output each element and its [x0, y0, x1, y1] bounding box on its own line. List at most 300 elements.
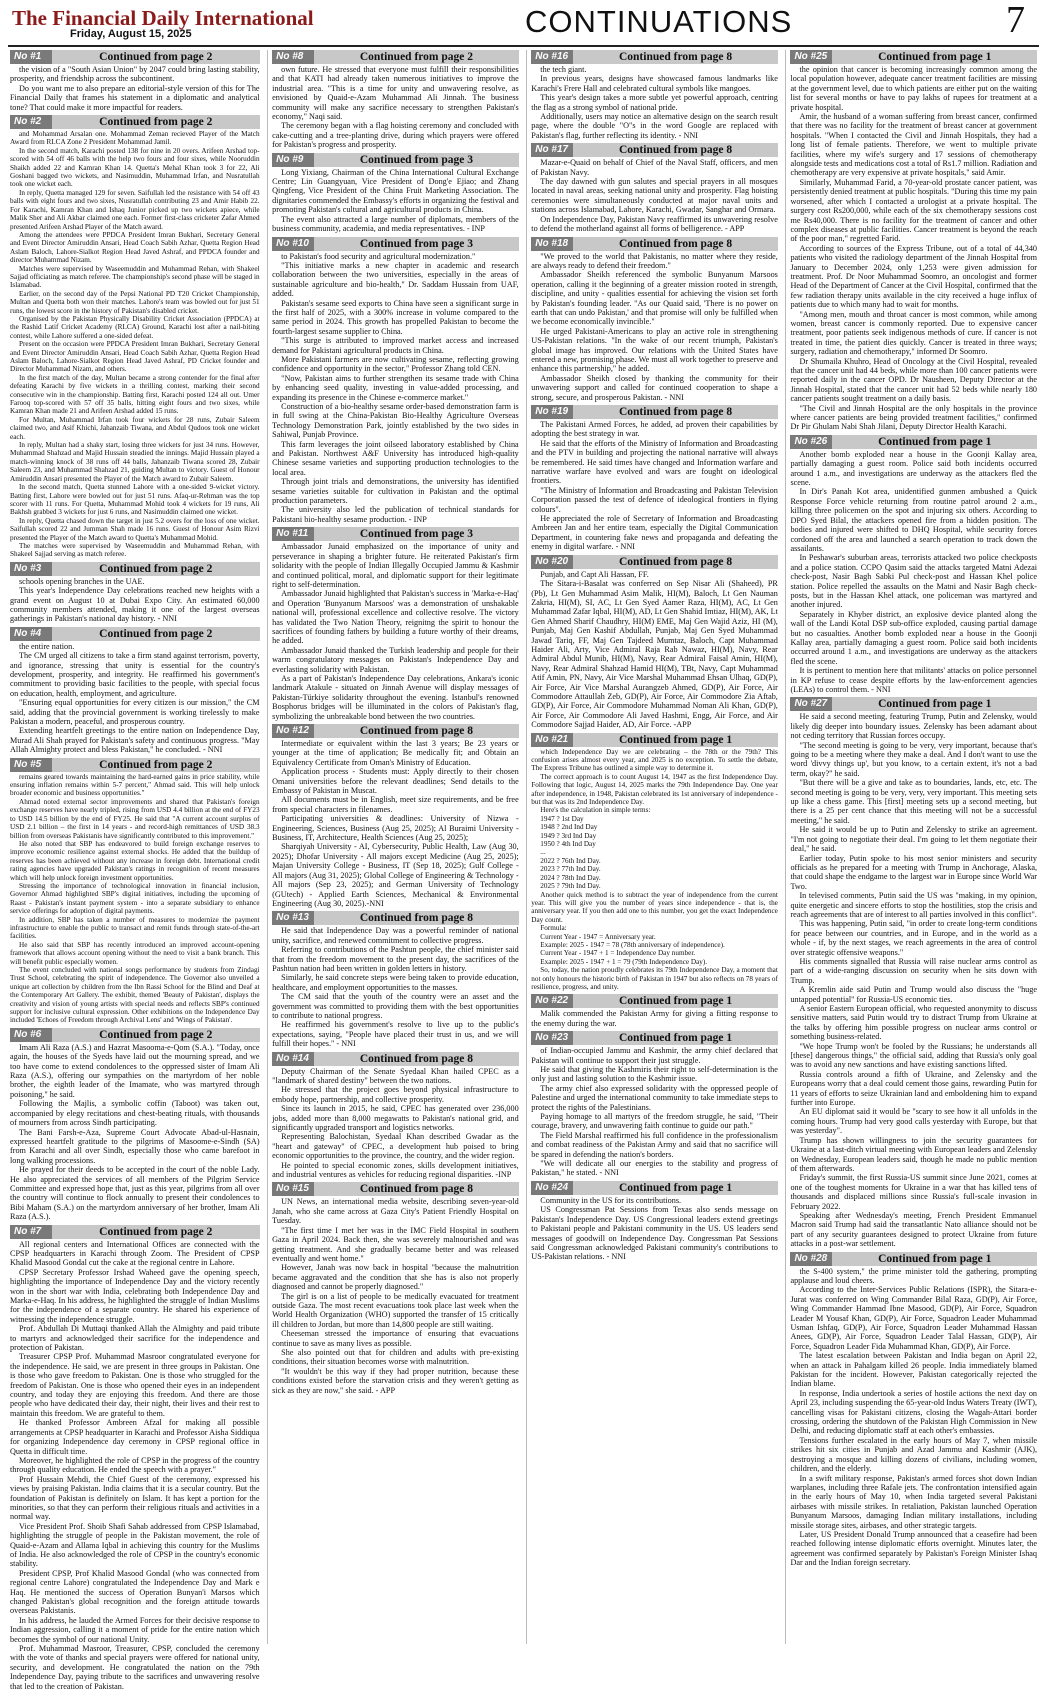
section-heading: Continued from page 2 [99, 627, 213, 640]
section-header-bar [10, 1225, 260, 1239]
paragraph: Separately in Khyber district, an explosive device planted along the wall of the Landi Kotal DSP sub-office exploded, causing partial damage but no casualties. Another bomb exploded near a house in the Goonji Kallay area, partially damaging a guest room. Police said both incidents occurred around 1 a.m., and investigations are underway as the attackers fled the scene. [790, 609, 1038, 666]
section-header-bar [272, 1182, 519, 1196]
section-body [10, 577, 260, 624]
section-header-bar [10, 1028, 260, 1042]
paragraph: In televised comments, Putin said the US was "making, in my opinion, quite energetic and sincere efforts to stop the hostilities, stop the crisis and reach agreements that are of interest to all parties involved in this conflict". [790, 891, 1038, 919]
column-4 [785, 50, 1039, 1644]
continuation-section [10, 627, 260, 755]
column-1 [8, 50, 262, 1691]
section-heading: Continued from page 8 [359, 912, 474, 925]
paragraph: Paying homage to all martyrs of the freedom struggle, he said, "Their courage, bravery, and unwavering faith continue to guide our path." [531, 1112, 778, 1131]
section-header-bar [531, 50, 778, 64]
section-number: No #15 [272, 1182, 314, 1196]
section-body [10, 773, 260, 1025]
continuation-section [10, 562, 260, 624]
continuation-section [531, 994, 778, 1028]
continuation-section [272, 1182, 519, 1395]
continuation-section [272, 237, 519, 525]
section-heading: Continued from page 1 [618, 1032, 733, 1045]
continuation-section [272, 911, 519, 1048]
paragraph: He said that Independence Day was a powerful reminder of national unity, sacrifice, and renewed commitment to collective progress. [272, 926, 519, 945]
paragraph: the opinion that cancer is becoming increasingly common among the local population however, adequate cancer treatment facilities are missing at the government level, due to which patients are either put on the waiting list for several months or have to pay lakhs of rupees for treatment at a private hospital. [790, 65, 1038, 112]
section-header-bar [531, 1181, 778, 1195]
continuation-section [531, 1031, 778, 1178]
paragraph: In Peshawar's suburban areas, terrorists attacked two police checkposts and a police station. CCPO Qasim said the attacks targeted Matni Adezai check-post, Nasir Bagh Sabki Pul check-post and Hassan Khel police station. Police repelled the assaults on the Matni and Nasir Bagh check-posts, but in the Hassan Khel attack, one policeman was martyred and another injured. [790, 553, 1038, 610]
section-header-bar [531, 143, 778, 157]
paragraph: remains geared towards maintaining the hard-earned gains in price stability, while ensuring inflation remains within 5-7 percent," Ahmad said. This will help unlock broader economic and business opportunities." [10, 772, 260, 798]
paragraph: The CM urged all citizens to take a firm stand against terrorism, poverty, and ignorance, stressing that unity is essential for the country's development, prosperity, and integrity. He reaffirmed his government's commitment to providing basic facilities to the people, with special focus on education, health, employment, and agriculture. [10, 651, 260, 698]
section-heading: Continued from page 1 [878, 698, 992, 711]
paragraph: In addition, SBP has taken a number of measures to modernize the payment infrastructure to enable the public to transact and remit funds through state-of-the-art facilities. [10, 915, 260, 941]
paragraph: Ahmad noted external sector improvements and shared that Pakistan's foreign exchange reserves have nearly tripled, rising from USD 4.4 billion at the end of FY23 to USD 14.5 billion by the end of FY25. He said that "A current account surplus of USD 2.1 billion – the first in 14 years - and record-high remittances of USD 38.3 billion from overseas Pakistanis have significantly contributed to this improvement." [10, 797, 260, 840]
section-heading: Continued from page 8 [618, 555, 733, 568]
paragraph: President CPSP, Prof Khalid Masood Gondal (who was connected from regional centre Lahore) congratulated the Independence Day and Mark e Haq. He mentioned the success of Operation Bunyan'i Marsos which changed Pakistan's global recognition and the foreign attitude towards overseas Pakistanis. [10, 1568, 260, 1616]
paragraph: The ceremony began with a flag hoisting ceremony and concluded with cake-cutting and a tree-planting drive, during which prayers were offered for Pakistan's progress and prosperity. [272, 121, 519, 150]
paragraph: "This surge is attributed to improved market access and increased demand for Pakistani agricultural products in China. [272, 336, 519, 355]
paragraph: It is pertinent to mention here that militants' attacks on police personnel in KP refuse to cease despite efforts by the law-enforcement agencies (LEAs) to control them. - NNI [790, 666, 1038, 694]
paragraph: Deputy Chairman of the Senate Syedaal Khan hailed CPEC as a "landmark of shared destiny" between the two nations. [272, 1066, 519, 1085]
section-header-bar [272, 237, 519, 251]
section-number: No #22 [531, 994, 573, 1008]
section-header-bar [790, 50, 1037, 64]
paragraph: Prof. Muhammad Masroor, Treasurer, CPSP, concluded the ceremony with the vote of thanks and special prayers were offered for national unity, security, and development. He congratulated the nation on the 79th Independence Day, paying tribute to the sacrifices and unwavering resolve that led to the creation of Pakistan. [10, 1644, 260, 1691]
paragraph: She also pointed out that for children and adults with pre-existing conditions, their situation becomes worse with malnutrition. [272, 1347, 519, 1367]
continuation-section [531, 143, 778, 233]
paragraph: the entire nation. [19, 641, 75, 651]
paragraph: Do you want me to also prepare an editorial-style version of this for The Financial Daily that frames his statement in a diplomatic and analytical tone? That could make it more impactful for readers. [10, 83, 260, 112]
paragraph: Example: 2025 - 1947 = 78 (78th anniversary of independence). [540, 940, 725, 949]
section-body [10, 642, 260, 755]
paragraph: Among the attendees were PPDCA President Imran Bukhari, Secretary General and Event Director Amiruddin Ansari, Head Coach Sabih Azhar, Quetta Region Head Aslam Baloch, Lahore-Sialkot Region Head Javed Ashraf, and PPDCA founder and director Muhammad Nizam. [10, 230, 260, 265]
paragraph: He said it would be up to Putin and Zelensky to strike an agreement. "I'm not going to negotiate their deal. I'm going to let them negotiate their deal," he said. [790, 825, 1038, 854]
section-heading: Continued from page 3 [359, 153, 474, 166]
section-header-bar [272, 911, 519, 925]
paragraph: Matches were supervised by Waseemuddin and Muhammad Rehan, with Shakeel Sajjad officiating as match referee. The championship's second phase will be staged in Islamabad. [10, 264, 260, 290]
section-heading: Continued from page 2 [359, 51, 474, 63]
section-body [10, 1043, 260, 1222]
paragraph: In Dir's Panah Kot area, unidentified gunmen ambushed a Quick Response Force vehicle returning from routine patrol around 2 a.m., killing three policemen on the spot and injuring six others. According to DPO Syed Bilal, the attackers opened fire from a hidden position. The bodies and injured were shifted to DHQ Hospital, while security forces cordoned off the area and launched a search operation to track down the assailants. [790, 487, 1038, 553]
section-number: No #20 [531, 555, 573, 569]
paragraph: the vision of a "South Asian Union" by 2047 could bring lasting stability, prosperity, and friendship across the subcontinent. [10, 65, 260, 84]
paragraph: He prayed for their deeds to be accepted in the court of the noble Lady. He also appreciated the services of all members of the Pilgrim Service Committee and expressed hope that, just as this year, pilgrims from all over the country will continue to flock annually to present their condolences to Bibi Maham (S.A.) on the martyrdom anniversary of her brother, Imam Ali Raza (A.S.). [10, 1165, 260, 1222]
paragraph: He thanked Professor Ambreen Afzal for making all possible arrangements at CPSP headquarter in Karachi and Professor Aisha Siddiqua for organizing Independence day ceremony in CPSP regional office in Quetta in difficult time. [10, 1418, 260, 1456]
paragraph: CPSP Secretary Professor Irshad Waheed gave the opening speech, highlighting the importance of Independence Day and the victory recently won in the short war with India, celebrating both Independence Day and Marka-e-Haq. In his address, he highlighted the struggle of Indian Muslims for the independence of a separate country. He shared his experience of witnessing the independence struggle. [10, 1267, 260, 1324]
paragraph: "The Civil and Jinnah Hospital are the only hospitals in the province where cancer patients are being provided treatment facilities," confirmed Dr Pir Ghulam Nabi Shah Jilani, Deputy Director Health Karachi. [790, 403, 1038, 432]
paragraph: He pointed to special economic zones, skills development initiatives, and industrial ventures as vehicles for reducing regional disparities. -INP [272, 1160, 519, 1180]
section-body [272, 1197, 519, 1395]
section-number: No #26 [790, 435, 832, 449]
continuation-section [272, 50, 519, 150]
continuation-section [531, 1181, 778, 1262]
paragraph: He said that giving the Kashmiris their right to self-determination is the only just and lasting solution to the Kashmir issue. [531, 1065, 778, 1084]
section-header-bar [10, 562, 260, 576]
paragraph: Tensions further escalated in the early hours of May 7, when missile strikes hit six cities in Punjab and Azad Jammu and Kashmir (AJK), destroying a mosque and killing dozens of civilians, including women, children, and the elderly. [790, 1435, 1038, 1474]
section-heading: Continued from page 2 [99, 116, 213, 129]
paragraph: Mazar-e-Quaid on behalf of Chief of the Naval Staff, officers, and men of Pakistan Navy. [531, 158, 778, 177]
paragraph: 2022 ? 76th Ind Day. [540, 856, 601, 865]
paragraph: The university also led the publication of technical standards for Pakistani bio-healthy sesame production. - INP [272, 505, 519, 524]
paragraph: According to sources of the Express Tribune, out of a total of 44,340 patients who visited the radiology department of the Jinnah Hospital from January to December 2024, only 1,253 were given admission for treatment. Prof. Dr Noor Muhammad Soomro, an oncologist and former Head of the Department of Cancer at the Civil Hospital, confirmed that the few radiation therapy units available in the city received a huge influx of patients due to which many had to wait for months. [790, 243, 1038, 310]
paragraph: Formula: [540, 924, 567, 933]
section-body [272, 168, 519, 234]
paragraph: "The Ministry of Information and Broadcasting and Pakistan Television Corporation passed the test of defence of ideological frontiers in flying colours". [531, 485, 778, 514]
section-header-bar [531, 1031, 778, 1045]
continuation-section [10, 1225, 260, 1691]
page-number: 7 [1006, 0, 1025, 41]
section-number: No #27 [790, 697, 832, 711]
section-heading: Continued from page 8 [359, 1183, 474, 1196]
paragraph: UN News, an international media website, describing seven-year-old Janah, who she came across at Gaza City's Patient Friendly Hospital on Tuesday. [272, 1197, 519, 1226]
section-header-bar [531, 733, 778, 747]
paragraph: Construction of a bio-healthy sesame order-based demonstration farm is in full swing at the China-Pakistan Bio-Healthy Agriculture Overseas Technology Demonstration Park, jointly established by the two sides in Sahiwal, Punjab Province. [272, 402, 519, 440]
paragraph: Referring to contributions of the Pashtun people, the chief minister said that from the freedom movement to the present day, the sacrifices of the Pashtun nation had been written in golden letters in history. [272, 945, 519, 973]
section-heading: Continued from page 1 [878, 1252, 992, 1265]
paragraph: US Congressman Pat Sessions from Texas also sends message on Pakistan's Independence Day. US Congressional leaders extend greetings to Pakistani people and Pakistani community in the US. US leaders send messages of goodwill on Independence Day. Congressman Pat Sessions said Congressman acknowledged Pakistani community's contributions to US-Pakistan relations. - NNI [531, 1205, 778, 1262]
paragraph: Sharqiyah University - AI, Cybersecurity, Public Health, Law (Aug 30, 2025); Dhofar University - All majors except Medicine (Aug 25, 2025); Majan University College - Business, IT (Sep 18, 2025); Gulf College - All majors (Aug 31, 2025); Global College of Engineering & Technology - All majors (Sep 23, 2025); and German University of Technology (GUtech) - Applied Earth Sciences, Mechanical & Environmental Engineering (Aug 30, 2025).-NNI [272, 842, 519, 908]
paragraph: He also noted that SBP has endeavored to build foreign exchange reserves to improve economic resilience against external shocks. He added that the buildup of reserves has been achieved without any increase in foreign debt. International credit rating agencies have upgraded Pakistan's ratings in recognition of recent measures which will help unlock foreign investment opportunities. [10, 839, 260, 882]
section-number: No #24 [531, 1181, 573, 1195]
paragraph: the S-400 system," the prime minister told the gathering, prompting applause and loud cheers. [790, 1266, 1038, 1285]
paragraph: Prof. Abdullah Di Muttaqi thanked Allah the Almighty and paid tribute to martyrs and acknowledged their sacrifice for the independence and protection of Pakistan. [10, 1324, 260, 1353]
section-header-bar [272, 1052, 519, 1066]
paragraph: 2024 ? 78th Ind Day. [540, 873, 601, 882]
issue-date: Friday, August 15, 2025 [70, 28, 192, 40]
paragraph: Earlier today, Putin spoke to his most senior ministers and security officials as he prepared for a meeting with Trump in Anchorage, Alaska, that could shape the endgame to the largest war in Europe since World War Two. [790, 853, 1038, 891]
section-body [10, 65, 260, 112]
paragraph: to Pakistan's food security and agricultural modernization." [281, 251, 476, 261]
section-heading: Continued from page 2 [99, 562, 213, 575]
section-heading: Continued from page 2 [99, 1028, 213, 1041]
paragraph: Moreover, he highlighted the role of CPSP in the progress of the country through quality education. He ended the speech with a prayer." [10, 1455, 260, 1475]
section-header-bar [531, 237, 778, 251]
paragraph: He urged Pakistani-Americans to play an active role in strengthening US-Pakistan relations. "In the wake of our recent triumph, Pakistan's global image has improved. Our relations with the United States have entered a new, promising phase. We must all work together to preserve and enhance this partnership," he added. [531, 326, 778, 374]
section-body [790, 712, 1037, 1248]
section-header-bar [531, 405, 778, 419]
paragraph: An EU diplomat said it would be "scary to see how it all unfolds in the coming hours. Trump had very good calls yesterday with Europe, but that was yesterday". [790, 1107, 1038, 1136]
paragraph: Earlier, on the second day of the Pepsi National PD T20 Cricket Championship, Multan and Quetta both won their matches. Lahore's team was bowled out for just 51 runs, the lowest score in the history of Pakistan's disabled cricket. [10, 289, 260, 315]
continuation-section [790, 697, 1037, 1248]
paragraph: Representing Balochistan, Syedaal Khan described Gwadar as the "heart and gateway" of CPEC, a development hub poised to bring economic opportunities to the province, the country, and the wider region. [272, 1132, 519, 1161]
continuation-section [531, 555, 778, 730]
paragraph: He also said that SBP has recently introduced an improved account-opening framework that allows account opening without the need to visit a bank branch. This will benefit public especially women. [10, 940, 260, 966]
section-number: No #1 [10, 50, 52, 64]
paragraph: According to the Inter-Services Public Relations (ISPR), the Sitara-e-Jurat was conferred on Wing Commander Bilal Raza, GD(P), Air Force, Wing Commander Hammad Ibne Masood, GD(P), Air Force, Squadron Leader M Yousaf Khan, GD(P), Air Force, Squadron Leader Muhammad Usman Ishfaq, GD(P), Air Force, Squadron Leader Muhammad Hassan Anees, GD(P), Air Force, Squadron Leader Talal Hassan, GD(P), Air Force, Squadron Leader Fida Muhammad Khan, GD(P), Air Force. [790, 1285, 1038, 1351]
paragraph: Prof Hussain Mehdi, the Chief Guest of the ceremony, expressed his views by praising Pakistan. India claims that it is a secular country. But the foundation of Pakistan is definitely on Islam. It has kept a portion for the minorities, so that they can perform their religious rituals and activities in a normal way. [10, 1474, 260, 1522]
paragraph: 1948 ? 2nd Ind Day [540, 823, 598, 832]
paragraph: "It wouldn't be this way if they had proper nutrition, because these conditions existed before the starvation crisis and they weren't getting as sick as they are now," she said. - APP [272, 1366, 519, 1395]
section-header-bar [272, 153, 519, 167]
paragraph: Amir, the husband of a woman suffering from breast cancer, confirmed that there was no facility for the treatment of breast cancer at government hospitals. "When I contacted the Civil and Jinnah Hospitals, they had a long list of female patients. Therefore, we went to multiple private facilities, where my wife's surgery and 17 sessions of chemotherapy alongside tests and medications cost a total of Rs1.7 million. Radiation and chemotherapy are very expensive at private hospitals," said Amir. [790, 112, 1038, 178]
section-number: No #9 [272, 153, 314, 167]
section-heading: Continued from page 1 [878, 51, 992, 63]
paragraph: The latest escalation between Pakistan and India began on April 22, when an attack in Pahalgam killed 26 people. India immediately blamed Pakistan for the incident. However, Pakistan categorically rejected the Indian blame. [790, 1351, 1038, 1389]
paragraph: The matches were supervised by Waseemuddin and Muhammad Rehan, with Shakeel Sajjad serving as match referee. [10, 541, 260, 559]
section-heading: Continued from page 8 [618, 51, 733, 63]
paragraph: "We hope Trump won't be fooled by the Russians; he understands all [these] dangerous things," the official said, adding that Russia's only goal was to avoid any new sanctions and have existing sanctions lifted. [790, 1041, 1038, 1070]
paragraph: Ambassador Junaid thanked the Turkish leadership and people for their warm congratulatory messages on Pakistan's Independence Day and everlasting solidarity with Pakistan. [272, 645, 519, 674]
paragraph: In reply, Multan had a shaky start, losing three wickets for just 34 runs. However, Muhammad Shahzad and Majid Hussain steadied the innings. Majid Hussain played a match-winning knock of 38 runs off 44 balls, Jahanzaib Tiwana scored 28, Zubair Saleem 23, and Muhammad Shahzad 21, guiding Multan to victory. Guest of Honour Amiruddin Ansari presented the Player of the Match award to Zubair Saleem. [10, 441, 260, 483]
continuation-section [531, 50, 778, 140]
paragraph: which Independence Day we are celebrating – the 78th or the 79th? This confusion arises almost every year, and 2025 is no exception. To settle the debate, The Express Tribune has outlined a simple way to determine it. [531, 747, 778, 773]
paragraph: Community in the US for its contributions. [540, 1195, 682, 1205]
paragraph: In reply, Quetta chased down the target in just 5.2 overs for the loss of one wicket. Saifullah scored 22 and Jumman Shah made 16 runs. Guest of Honour Asim Rizvi presented the Player of the Match award to Quetta's Muhammad Mohid. [10, 516, 260, 542]
section-number: No #12 [272, 724, 314, 738]
continuation-section [790, 1252, 1037, 1568]
paragraph: Similarly, he said concrete steps were being taken to provide education, healthcare, and employment opportunities to the masses. [272, 973, 519, 992]
paragraph: Another quick method is to subtract the year of independence from the current year. This will give you the number of years since independence - that is, the anniversary year. If you then add one to this number, you get the exact Independence Day count. [531, 890, 778, 924]
continuation-section [531, 733, 778, 992]
section-number: No #10 [272, 237, 314, 251]
section-heading: Continued from page 3 [359, 528, 474, 541]
paragraph: "But there will be a give and take as to boundaries, lands, etc, etc. The second meeting is going to be very, very, very important. This meeting sets up like a chess game. This [first] meeting sets up a second meeting, but there is a 25 per cent chance that this meeting will not be a successful meeting," he said. [790, 778, 1038, 825]
continuation-section [790, 435, 1037, 695]
paragraph: The Pakistani Armed Forces, he added, ad proven their capabilities by adopting the best strategy in war. [531, 420, 778, 439]
continuation-section [10, 758, 260, 1025]
paragraph: However, Janah was now back in hospital "because the malnutrition became aggravated and the condition that she has is also not properly diagnosed and cannot be properly diagnosed." [272, 1263, 519, 1292]
paragraph: Additionally, users may notice an alternative design on the search result page, where the double "O"s in the word Google are replaced with Pakistan's flag, further reflecting its identity. - NNI [531, 112, 778, 140]
section-heading: Continued from page 1 [878, 435, 992, 448]
section-number: No #4 [10, 627, 52, 641]
paragraph: "The second meeting is going to be very, very important, because that's going to be a meeting where they make a deal. And I don't want to use the word 'divvy things up', but you know, to a certain extent, it's not a bad term, okay?" he said. [790, 740, 1038, 778]
paragraph: 1947 ? 1st Day [540, 814, 584, 823]
section-header-bar [531, 994, 778, 1008]
continuation-section [272, 1052, 519, 1180]
paragraph: All documents must be in English, meet size requirements, and be free from special characters in filenames. [272, 795, 519, 814]
paragraph: 1950 ? 4th Ind Day [540, 840, 596, 849]
section-number: No #3 [10, 562, 52, 576]
paragraph: "Now, Pakistan aims to further strengthen its sesame trade with China by enhancing seed quality, investing in value-added processing, and expanding its presence in the Chinese e-commerce market." [272, 373, 519, 402]
paragraph: and Mohammad Arsalan one. Mohammad Zeman recieved Player of the Match Award from RLCA Zone 2 President Mohammad Jamil. [10, 130, 260, 147]
section-header-bar [272, 50, 519, 64]
paragraph: of Indian-occupied Jammu and Kashmir, the army chief declared that Pakistan will continue to support their just struggle. [531, 1046, 778, 1065]
continuation-section [531, 405, 778, 552]
paragraph: "Among men, mouth and throat cancer is most common, while among women, breast cancer is commonly reported. Due to expensive cancer treatment, poor patients seek indigenous methods of cure. If cancer is not treated in time, the patient dies quickly. Cancer is treated in three ways; surgery, radiation and chemotherapy," informed Dr Soomro. [790, 309, 1038, 357]
paragraph: Speaking after Wednesday's meeting, French President Emmanuel Macron said Trump had said the transatlantic Nato alliance should not be part of any security guarantees designed to protect Ukraine from future attacks in a post-war settlement. [790, 1210, 1038, 1249]
continuation-section [531, 237, 778, 403]
paragraph: "This initiative marks a new chapter in academic and research collaboration between the two universities, especially in the areas of sustainable agriculture and bio-health," Dr. Saddam Hussain from UAF, added. [272, 260, 519, 299]
paragraph: own future. He stressed that everyone must fulfill their responsibilities and that KATI had already taken numerous initiatives to improve the industrial area. "This is a time for unity and unwavering resolve, as envisioned by Quaid-e-Azam Muhammad Ali Jinnah. The business community will make any sacrifice necessary to strengthen Pakistan's economy," Naqi said. [272, 65, 519, 122]
paragraph: Friday's summit, the first Russia-US summit since June 2021, comes at one of the toughest moments for Ukraine in a war that has killed tens of thousands and displaced millions since Russia's full-scale invasion in February 2022. [790, 1173, 1038, 1211]
section-heading: Continued from page 2 [99, 758, 213, 771]
paragraph: Vice President Prof. Shoib Shafi Sahab addressed from CPSP Islamabad, highlighting the struggle of people in the Pakistan movement, the role of Quaid-e-Azam and Allama Iqbal in achieving this country for the Muslims of India. He also acknowledged the role of CPSP in the country's economic stability. [10, 1521, 260, 1569]
paragraph: schools opening branches in the UAE. [19, 576, 145, 586]
paragraph: "We will dedicate all our energies to the stability and progress of Pakistan," he stated. - NNI [531, 1159, 778, 1178]
paragraph: Example: 2025 - 1947 + 1 = 79 (79th Independence Day). [540, 957, 708, 966]
section-body [531, 748, 778, 992]
paragraph: Malik commended the Pakistan Army for giving a fitting response to the enemy during the war. [531, 1009, 778, 1028]
paragraph: For Multan, Muhammad Irfan took four wickets for 28 runs, Zubair Saleem claimed two, and Asif Khichi, Jahanzaib Tiwana, and Abdul Qudoos took one wicket each. [10, 415, 260, 441]
paragraph: Extending heartfelt greetings to the entire nation on Independence Day, Murad Ali Shah prayed for Pakistan's safety and continuous progress. "May Allah Almighty protect and bless Pakistan," he concluded. - NNI [10, 726, 260, 755]
section-number: No #19 [531, 405, 573, 419]
paragraph: "We proved to the world that Pakistanis, no matter where they reside, are always ready to defend their freedom." [531, 251, 778, 270]
paragraph: Ambassador Sheikh referenced the symbolic Bunyanum Marsoos operation, calling it the beginning of a greater mission rooted in strength, discipline, and unity - qualities essential for achieving the vision set forth by Pakistan's founding leader. "As our Quaid said, 'There is no power on earth that can undo Pakistan,' and that promise will only be fulfilled when we become economically invincible." [531, 270, 778, 327]
section-heading: Continued from page 8 [359, 1052, 474, 1065]
section-header-bar [10, 627, 260, 641]
paragraph: Long Yixiang, Chairman of the China International Cultural Exchange Centre; Lin Guangyuan, Vice President of Dong'e Ejiao; and Zhang Qingfeng, Vice President of the China Fruit Marketing Association. The dignitaries commended the Embassy's efforts in organizing the festival and promoting Pakistan's cultural and agricultural products in China. [272, 167, 519, 215]
section-header-bar [10, 50, 260, 64]
paragraph: The army chief also expressed solidarity with the oppressed people of Palestine and urged the international community to take immediate steps to protect the rights of the Palestinians. [531, 1083, 778, 1112]
columns [8, 50, 1039, 1691]
masthead [0, 0, 1047, 46]
paragraph: Treasurer CPSP Prof. Muhammad Masroor congratulated everyone for the independence. He said, we are present in three groups in Pakistan. One is those who gave freedom to Pakistan. One is those who struggled for the freedom of Pakistan. One is those who opened their eyes in an independent country, and today they are enjoying this freedom. And there are those people who have dedicated their day, their night, their lives and their rest to maintain this freedom. We are grateful to them. [10, 1352, 260, 1418]
paragraph: the tech giant. [540, 65, 587, 74]
section-heading: Continued from page 1 [618, 995, 733, 1008]
paragraph: This was happening, Putin said, "in order to create long-term conditions for peace between our countries, and in Europe, and in the world as a whole - if, by the next stages, we reach agreements in the area of control over strategic offensive weapons." [790, 919, 1038, 957]
section-heading: Continued from page 3 [359, 237, 474, 250]
section-header-bar [10, 115, 260, 129]
paragraph: The Sitara-i-Basalat was conferred on Sep Nisar Ali (Shaheed), PR (Pb), Lt Gen Muhammad Asim Malik, HI(M), Baloch, Lt Gen Nauman Zakria, HI(M), SI, AC, Lt Gen Syed Aamer Raza, HI(M), AC, Lt Gen Muhammad Zafar Iqbal, HI(M), AD, Lt Gen Shahid Imtiaz, HI(M), AK, Lt Gen Ahmed Sharif Chaudhry, HI(M) EME, Maj Gen Wajid Aziz, HI (M), Punjab, Maj Gen Kashif Abdullah, Punjab, Maj Gen Syed Muhammad Jawad Tariq, FF, Maj Gen Tajdeed Mumtaz, Baloch, Capt Muhammad Haider Ali, Arty, Vice Admiral Raja Rab Nawaz, HI(M), Navy, Rear Admiral Abdul Munib, HI(M), Navy, Rear Admiral Faisal Amin, HI(M), Navy, Rear Admiral Shahzad Hamid HI(M), TBt, Navy, Capt Muhammad Atif Amin, PN, Navy, Air Vice Marshal Muhammad Ehsan Ulhaq, GD(P), Air Force, Air Vice Marshal Aurangzeb Ahmed, GD(P), Air Force, Air Commodore Attaullah Zeb, GD(P), Air Force, Air Commodore Zia Aftab, GD(P), Air Force, Air Commodore Muhammad Noman Ali Khan, GD(P), Air Force, Air Commodore Ali Javed Hashmi, Engg, Air Force, and Air Commodore Sajjad Haider, AD, Air Force. -APP [531, 579, 778, 730]
paragraph: ... [540, 848, 546, 857]
paragraph: Russia controls around a fifth of Ukraine, and Zelensky and the Europeans worry that a deal could cement those gains, rewarding Putin for 11 years of efforts to seize Ukrainian land and emboldening him to expand further into Europe. [790, 1069, 1038, 1108]
paragraph: A Kremlin aide said Putin and Trump would also discuss the "huge untapped potential" for Russia-US economic ties. [790, 985, 1038, 1004]
section-body [272, 542, 519, 721]
section-heading: Continued from page 2 [99, 51, 213, 63]
paragraph: Cheeseman stressed the importance of ensuring that evacuations continue to save as many lives as possible. [272, 1329, 519, 1348]
paragraph: So, today, the nation proudly celebrates its 79th Independence Day, a moment that not only honours the historic birth of Pakistan in 1947 but also reflects on 78 years of resilience, progress, and unity. [531, 966, 778, 991]
paragraph: Here's the calculation in simple terms: [540, 806, 651, 815]
paragraph: In previous years, designs have showcased famous landmarks like Karachi's Frere Hall and celebrated cultural symbols like mangoes. [531, 74, 778, 93]
section-header-bar [272, 724, 519, 738]
paragraph: As a part of Pakistan's Independence Day celebrations, Ankara's iconic landmark Atakule - situated on Jinnah Avenue will display messages of Pakistan-Türkiye solidarity throughout the evening. Istanbul's renowned Bosphorus bridges will be illuminated in the colors of Pakistan's flag, symbolizing the unbreakable bond between the two countries. [272, 673, 519, 721]
section-body [272, 252, 519, 525]
paragraph: Stressing the importance of technological innovation in financial inclusion, Governor Ahmad highlighted SBP's digital initiatives, including the upcoming of Raast - Pakistan's instant payment system - into a separate subsidiary to enhance service offerings for adoption of digital payments. [10, 881, 260, 916]
section-heading: Continued from page 1 [618, 733, 733, 746]
section-body [531, 1046, 778, 1178]
section-number: No #16 [531, 50, 573, 64]
continuation-section [272, 724, 519, 908]
masthead-rule [8, 45, 1039, 47]
paragraph: Another bomb exploded near a house in the Goonji Kallay area, partially damaging a guest room. Police said both incidents occurred around 1 a.m., and investigations are underway as the attackers fled the scene. [790, 449, 1038, 488]
paragraph: All regional centers and International Offices are connected with the CPSP headquarters in Karachi through Zoom. The President of CPSP Khalid Masood Gondal cut the cake at the regional centre in Lahore. [10, 1239, 260, 1268]
section-body [272, 65, 519, 150]
paragraph: In a swift military response, Pakistan's armed forces shot down Indian warplanes, including three Rafale jets. The confrontation intensified again in the early hours of May 10, when India targeted several Pakistani airbases with missile strikes. In retaliation, Pakistan launched Operation Bunyanum Marsoos, damaging Indian military installations, including missile storage sites, airbases, and other strategic targets. [790, 1473, 1038, 1530]
paragraph: Punjab, and Capt Ali Hassan, FF. [540, 569, 649, 579]
section-heading: Continued from page 8 [618, 144, 733, 157]
paragraph: Through joint trials and demonstrations, the university has identified sesame varieties suitable for cultivation in Pakistan and the optimal production parameters. [272, 477, 519, 506]
paragraph: Ambassador Junaid highlighted that Pakistan's success in 'Marka-e-Haq' and Operation 'Bunyanum Marsoos' was a demonstration of unshakable national will, professional excellence and collective resolve. The victory has validated the Two Nation Theory, reignitng the spirit to honour the sacrifices of founding fathers by building a future worthy of their dreams, he added. [272, 589, 519, 646]
section-body [531, 1196, 778, 1262]
section-body [531, 65, 778, 140]
section-number: No #7 [10, 1225, 52, 1239]
paragraph: The girl is on a list of people to be medically evacuated for treatment outside Gaza. The most recent evacuations took place last week when the World Health Organization (WHO) supported the transfer of 15 critically ill children to Jordan, but more than 14,800 people are still waiting. [272, 1291, 519, 1329]
paragraph: Later, US President Donald Trump announced that a ceasefire had been reached following intense diplomatic efforts overnight. Minutes later, the agreement was confirmed separately by Pakistan's Foreign Minister Ishaq Dar and the Indian foreign secretary. [790, 1529, 1038, 1568]
paragraph: This year's design takes a more subtle yet powerful approach, centring the flag as a strong symbol of national pride. [531, 93, 778, 112]
section-number: No #2 [10, 115, 52, 129]
section-body [790, 450, 1037, 695]
paragraph: He appreciated the role of Secretary of Information and Broadcasting Ambreen Jan and her entire team, especially the Digital Communication Department, in countering fake news and propaganda and defeating the enemy in digital warfare. - NNI [531, 514, 778, 552]
section-body [531, 252, 778, 403]
column-2 [267, 50, 521, 1644]
paragraph: A senior Eastern European official, who requested anonymity to discuss sensitive matters, said Putin would try to distract Trump from Ukraine at the talks by offering him possible progress on nuclear arms control or something business-related. [790, 1004, 1038, 1042]
paragraph: 2025 ? 79th Ind Day. [540, 882, 601, 891]
section-header-bar [531, 555, 778, 569]
section-number: No #5 [10, 758, 52, 772]
paragraph: The correct approach is to count August 14, 1947 as the first Independence Day. Following that logic, August 14, 2025 marks the 79th Independence Day. One year after independence, in 1948, Pakistan celebrated its 1st anniversary of independence - but that was its 2nd Independence Day. [531, 772, 778, 807]
paragraph: The CM said that the youth of the country were an asset and the government was committed to providing them with the best opportunities to contribute to national progress. [272, 992, 519, 1020]
section-title: CONTINUATIONS [525, 4, 793, 39]
paragraph: On Independence Day, Pakistan Navy reaffirmed its unwavering resolve to defend the motherland against all forms of belligerence. - APP [531, 214, 778, 234]
paragraph: Following the Majlis, a symbolic coffin (Taboot) was taken out, accompanied by elegy recitations and chest-beating rituals, with thousands of mourners from across Sindh participating. [10, 1099, 260, 1128]
section-header-bar [10, 758, 260, 772]
section-heading: Continued from page 8 [359, 725, 474, 737]
paragraph: Similarly, Muhammad Farid, a 70-year-old prostate cancer patient, was persistently denied treatment at public hospitals. "During this time my pain worsened, after which I contacted a urologist at a private hospital. The surgery cost Rs200,000, while each of the six chemotherapy sessions cost me Rs40,000. There is no facility for the treatment of cancer and other complex diseases at public facilities. Cancer treatment is beyond the reach of the poor man," regretted Farid. [790, 177, 1038, 244]
section-body [531, 1009, 778, 1028]
paragraph: Dr Shumaila Khuhro, Head of Oncology at the Civil Hospital, revealed that the cancer unit had 44 beds, while more than 100 cancer patients were reported daily in the cancer OPD. Dr Nausheen, Deputy Director at the Jinnah Hospital, stated that the cancer unit had 52 beds while nearly 180 cancer patients sought treatment on a daily basis. [790, 356, 1038, 404]
paragraph: In the second match, Karachi posted 138 for nine in 20 overs. Arifeen Arshad top-scored with 54 off 46 balls with the help two fours and four sixes, while Nooruddin Shaikh added 22 and Kamran Khan 14. Quetta's Mehal Khan took 3 for 22, Ali Goshani bagged two wickets, and Nasimuddin, Muhammad Irfan, and Nusratullah took one wicket each. [10, 146, 260, 189]
section-number: No #6 [10, 1028, 52, 1042]
paragraph: 2023 ? 77th Ind Day. [540, 865, 601, 874]
paragraph: He stressed that the project goes beyond physical infrastructure to embody hope, partnership, and collective prosperity. [272, 1085, 519, 1104]
continuation-section [10, 50, 260, 112]
paragraph: He said a second meeting, featuring Trump, Putin and Zelensky, would likely dig deeper into boundary issues. Zelensky has been adamant about not ceding territory that Russian forces occupy. [790, 712, 1038, 741]
section-body [272, 926, 519, 1048]
paragraph: In the first match of the day, Multan became a strong contender for the final after defeating Karachi by five wickets in a thrilling contest, marking their second consecutive win in the championship. Batting first, Karachi posted 124 all out. Umer Farooq top-scored with 57 off 35 balls, hitting eight fours and two sixes, while Kamran Khan made 21 and Arifeen Arshad added 15 runs. [10, 373, 260, 416]
paragraph: In the second match, Quetta stunned Lahore with a one-sided 9-wicket victory. Batting first, Lahore were bowled out for just 51 runs. Afaq-ur-Rehman was the top scorer with 11 runs. For Quetta, Muhammad Mohid took 4 wickets for 19 runs, Ali Bakhsh grabbed 3 wickets for just 6 runs, and Nasimuddin claimed one wicket. [10, 483, 260, 517]
section-body [531, 420, 778, 552]
paragraph: Current Year - 1947 = Anniversary year. [540, 932, 656, 941]
section-number: No #21 [531, 733, 573, 747]
paragraph: In reply, Quetta managed 129 for seven. Saifullah led the resistance with 54 off 43 balls with eight fours and two sixes, Nusratullah contributing 23 and Amir Habib 22. For Karachi, Kamran Khan and Ishaq Junior picked up two wickets apiece, while Malik Sher and Ali Akbar claimed one each. Former first-class cricketer Zafar Ahmed presented Arifeen Arshad Player of the Match award. [10, 188, 260, 231]
section-heading: Continued from page 1 [618, 1181, 733, 1194]
section-number: No #17 [531, 143, 573, 157]
section-body [531, 158, 778, 233]
paragraph: Present on the occasion were PPDCA President Imran Bukhari, Secretary General and Event Director Amiruddin Ansari, Head Coach Sabih Azhar, Quetta Region Head Aslam Baloch, Lahore-Sialkot Region Head Javed Ashraf, PD Cricket founder and Director Muhammad Nizam, and others. [10, 340, 260, 374]
newspaper-title: The Financial Daily International [12, 6, 314, 30]
paragraph: Imam Ali Raza (A.S.) and Hazrat Masooma-e-Qom (S.A.). "Today, once again, the houses of the Syeds have laid out the mourning spread, and we too have come to extend condolences to the oppressed sister of Imam Ali Raza (A.S.), offering our sympathies on the martyrdom of her noble brother, the eighth leader of the Imamate, who was martyred through poisoning," he said. [10, 1042, 260, 1099]
section-heading: Continued from page 2 [99, 1225, 213, 1238]
section-number: No #8 [272, 50, 314, 64]
paragraph: "The first time I met her was in the IMC Field Hospital in southern Gaza in April 2024. Back then, she was severely malnourished and was getting treatment. And she gradually became better and was released eventually and went home." [272, 1225, 519, 1263]
paragraph: Current Year - 1947 + 1 = Independence Day number. [540, 949, 696, 958]
section-number: No #11 [272, 527, 314, 541]
paragraph: The Field Marshal reaffirmed his full confidence in the professionalism and combat readiness of the Pakistan Army and said that no sacrifice will be spared in defending the nation's borders. [531, 1130, 778, 1159]
paragraph: The event also attracted a large number of diplomats, members of the business community, academia, and media representatives. - INP [272, 214, 519, 234]
section-body [272, 1067, 519, 1180]
paragraph: This year's Independence Day celebrations reached new heights with a grand event on August 10 at Dubai Expo City. An estimated 60,000 community members attended, making it one of the largest overseas gatherings in Pakistan's national day history. - NNI [10, 586, 260, 624]
section-body [272, 739, 519, 908]
paragraph: His comments signalled that Russia will raise nuclear arms control as part of a wide-ranging discussion on security when he sits down with Trump. [790, 956, 1038, 985]
paragraph: Pakistan's sesame seed exports to China have seen a significant surge in the first half of 2025, with a 300% increase in volume compared to the same period in 2024. This growth has propelled Pakistan to become the fourth-largest sesame supplier to China. [272, 298, 519, 336]
paragraph: "Ensuring equal opportunities for every citizen is our mission," the CM said, adding that the provincial government is working tirelessly to make Pakistan a modern, peaceful, and prosperous country. [10, 698, 260, 727]
section-body [10, 1240, 260, 1691]
paragraph: He said that the efforts of the Ministry of Information and Broadcasting and the PTV in building and projecting the national narrative will always be remembered. He said times have changed and Information warfare and narrative warfare have evolved and wars are fought on ideological frontiers. [531, 438, 778, 486]
column-3 [526, 50, 780, 1644]
paragraph: Since its launch in 2015, he said, CPEC has generated over 236,000 jobs, added more than 8,000 megawatts to Pakistan's national grid, and significantly upgraded transport and logistics networks. [272, 1104, 519, 1133]
section-number: No #13 [272, 911, 314, 925]
paragraph: Ambassador Sheikh closed by thanking the community for their unwavering support and called for continued cooperation to shape a strong, secure, and prosperous Pakistan. - NNI [531, 373, 778, 402]
section-number: No #28 [790, 1252, 832, 1266]
continuation-section [272, 527, 519, 721]
section-body [790, 65, 1037, 432]
section-header-bar [272, 527, 519, 541]
paragraph: The event concluded with national songs performance by students from Zindagi Trust School, celebrating the spirit of independence. The Governor also unveiled a unique art collection by children from the Ibn Rassi School for the Blind and Deaf at the Contemporary Art Gallery. The exhibit, themed 'Beauty of Pakistan', displays the creativity and vision of young artists with special needs and reflects SBP's continued support for inclusive cultural expression. Other exhibitions on the Independence Day included 'Echoes of Freedom through Archival Lens' and 'Wings of Pakistan'. [10, 966, 260, 1025]
continuation-section [10, 1028, 260, 1222]
section-heading: Continued from page 8 [618, 237, 733, 250]
continuation-section [10, 115, 260, 559]
paragraph: The day dawned with gun salutes and special prayers in all mosques located in naval areas, seeking national unity and prosperity. Flag hoisting ceremonies were simultaneously conducted at major naval units and stations across Islamabad, Lahore, Karachi, Gwadar, Sanghar and Ormara. [531, 177, 778, 215]
paragraph: Participating universities & deadlines: University of Nizwa - Engineering, Sciences, Business (Aug 25, 2025); Al Buraimi University - Business, IT, Architecture, Health Sciences (Aug 25, 2025); [272, 814, 519, 843]
paragraph: This farm leverages the joint oilseed laboratory established by China and Pakistan. Northwest A&F University has introduced high-quality Chinese sesame varieties and supporting production technologies to the local area. [272, 439, 519, 477]
section-header-bar [790, 697, 1037, 711]
section-header-bar [790, 435, 1037, 449]
section-body [10, 130, 260, 559]
section-body [531, 570, 778, 730]
paragraph: In his address, he lauded the Armed Forces for their decisive response to Indian aggression, calling it a moment of pride for the entire nation which becomes the symbol of our national Unity. [10, 1615, 260, 1644]
section-number: No #25 [790, 50, 832, 64]
paragraph: Intermediate or equivalent within the last 3 years; Be 23 years or younger at the time of application; Be medically fit; and Obtain an Equivalency Certificate from Oman's Ministry of Education. [272, 739, 519, 767]
paragraph: He reaffirmed his government's resolve to live up to the public's expectations, saying, "People have placed their trust in us, and we will fulfill their hopes." - NNI [272, 1020, 519, 1049]
paragraph: 1949 ? 3rd Ind Day [540, 831, 597, 840]
